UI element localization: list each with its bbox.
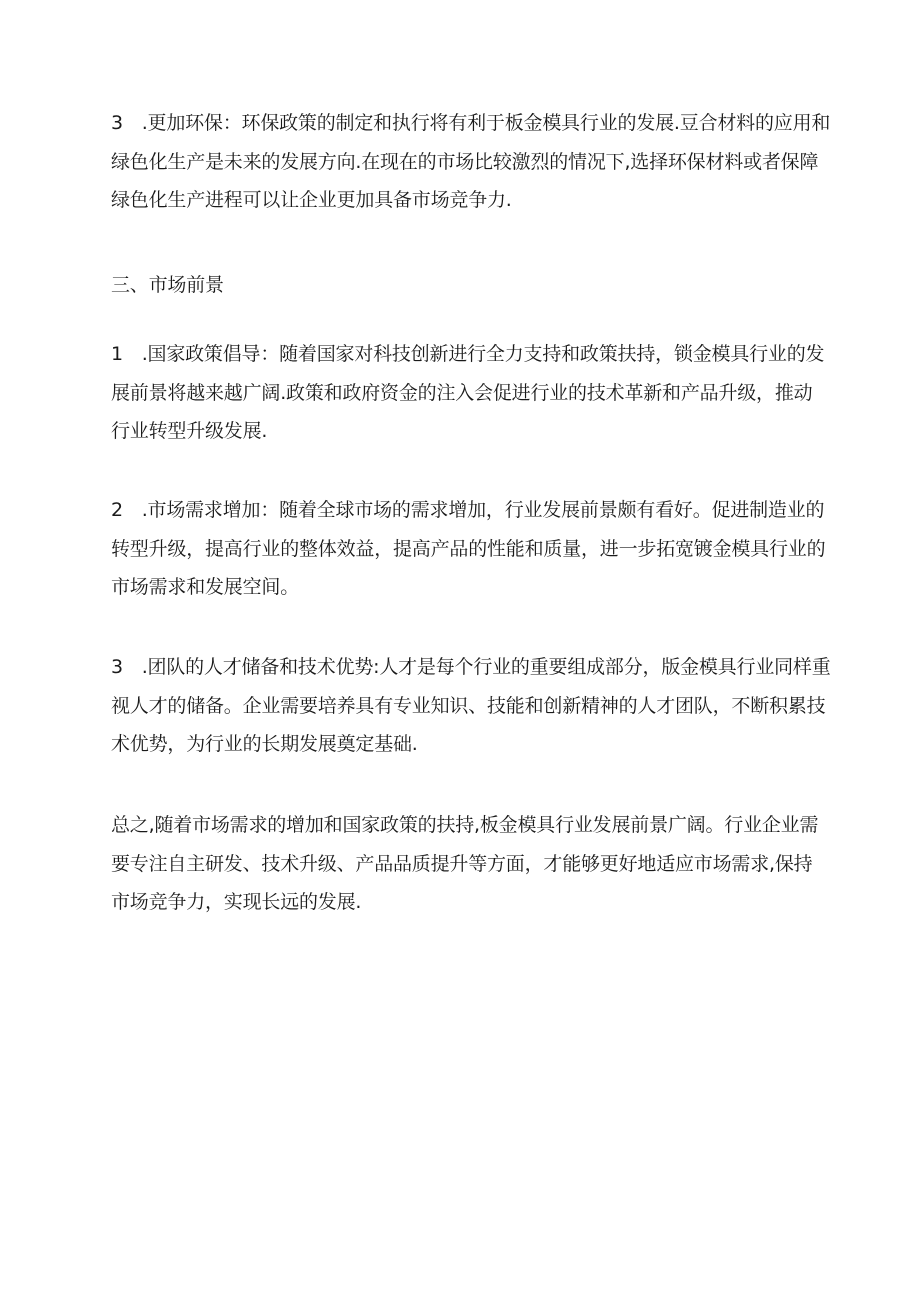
paragraph-talent xyxy=(111,648,831,764)
paragraph-environmental xyxy=(111,104,830,220)
section-heading xyxy=(111,266,224,305)
paragraph-market-demand xyxy=(111,491,825,607)
text-line: 市场需求和发展空间。 xyxy=(111,576,300,598)
text-line: 1 .国家政策倡导：随着国家对科技创新进行全力支持和政策扶持，锁金模具行业的发 xyxy=(111,343,825,365)
paragraph-policy xyxy=(111,335,824,451)
text-line: 要专注自主研发、技术升级、产品品质提升等方面，才能够更好地适应市场需求,保持 xyxy=(111,852,813,875)
text-line: 绿色化生产是未来的发展方向.在现在的市场比较激烈的情况下,选择环保材料或者保障 xyxy=(111,150,819,173)
text-line: 展前景将越来越广阔.政策和政府资金的注入会促进行业的技术革新和产品升级，推动 xyxy=(111,381,813,404)
text-line: 3 .团队的人才储备和技术优势:人才是每个行业的重要组成部分，版金模具行业同样重 xyxy=(111,656,831,678)
text-line: 术优势，为行业的长期发展奠定基础. xyxy=(111,733,418,755)
text-line: 行业转型升级发展. xyxy=(111,420,268,442)
text-line: 转型升级，提高行业的整体效益，提高产品的性能和质量，进一步拓宽镀金模具行业的 xyxy=(111,537,826,560)
text-line: 总之,随着市场需求的增加和国家政策的扶持,板金模具行业发展前景广阔。行业企业需 xyxy=(111,814,819,836)
paragraph-summary xyxy=(111,806,818,922)
heading-text: 三、市场前景 xyxy=(111,274,224,296)
text-line: 市场竞争力，实现长远的发展. xyxy=(111,891,362,913)
text-line: 3 .更加环保：环保政策的制定和执行将有利于板金模具行业的发展.豆合材料的应用和 xyxy=(111,112,831,134)
text-line: 视人才的储备。企业需要培养具有专业知识、技能和创新精神的人才团队，不断积累技 xyxy=(111,694,826,717)
text-line: 2 .市场需求增加：随着全球市场的需求增加，行业发展前景颇有看好。促进制造业的 xyxy=(111,499,825,521)
text-line: 绿色化生产进程可以让企业更加具备市场竞争力. xyxy=(111,189,512,211)
